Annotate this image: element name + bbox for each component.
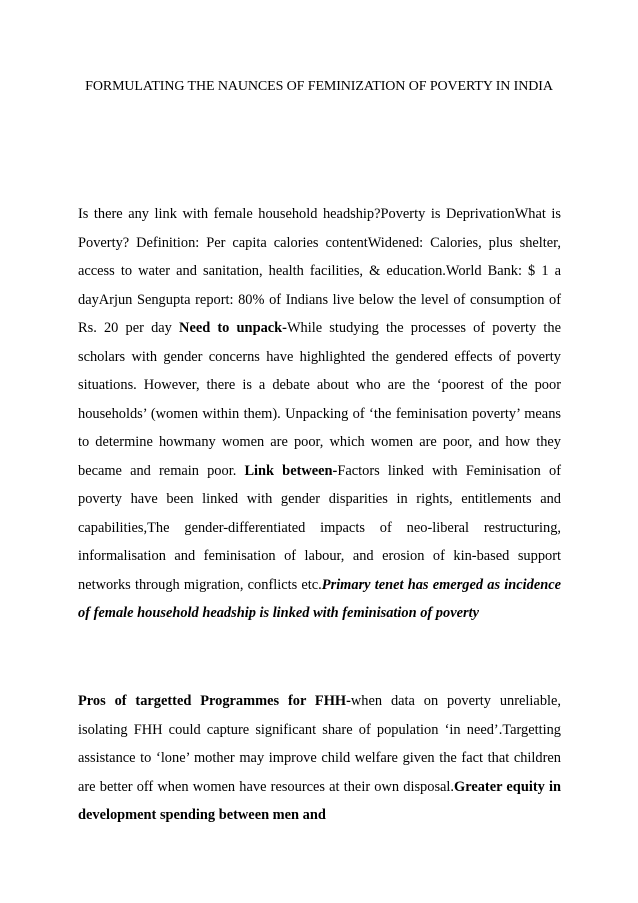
paragraph-text: While studying the processes of poverty the scholars with gender concerns have highlighted the gendered effects of poverty situations. However, there is a debate about who are the ‘poorest of the poor households’ (women within them). Unpacking of ‘the feminisation poverty’ means to determine howmany women are poor, which women are poor, and how they became and remain poor. [78,320,561,479]
document-title: FORMULATING THE NAUNCES OF FEMINIZATION OF POVERTY IN INDIA [85,79,553,94]
paragraph-text: Factors linked with Feminisation of poverty have been linked with gender disparities in rights, entitlements and capabilities,The gender-differentiated impacts of neo-liberal restructuring, informalisation and feminisation of labour, and erosion of kin-based support networks through migration, conflicts etc. [78,462,561,593]
heading-pros-targeted-programmes: Pros of targetted Programmes for FHH- [78,693,351,709]
heading-greater-equity: Greater equity in development spending between men and [78,778,561,823]
heading-need-to-unpack: Need to unpack- [179,320,287,336]
heading-link-between: Link between- [244,462,338,479]
paragraph-text: Is there any link with female household headship?Poverty is DeprivationWhat is Poverty? Definition: Per capita calories contentWidened: Calories, plus shelter, access to water and sanitation, health facilities, & education.World Bank: $ 1 a dayArjun Sengupta report: 80% of Indians live below the level of consumption of Rs. 20 per day [78,206,561,336]
primary-tenet-statement: Primary tenet has emerged as incidence of female household headship is linked with feminisation of poverty [78,576,562,621]
paragraph-feminisation-link [78,200,561,628]
paragraph-targeted-programmes [78,687,561,830]
paragraph-text: when data on poverty unreliable, isolating FHH could capture significant share of population ‘in need’.Targetting assistance to ‘lone’ mother may improve child welfare given the fact that children are better off when women have resources at their own disposal. [78,693,561,795]
